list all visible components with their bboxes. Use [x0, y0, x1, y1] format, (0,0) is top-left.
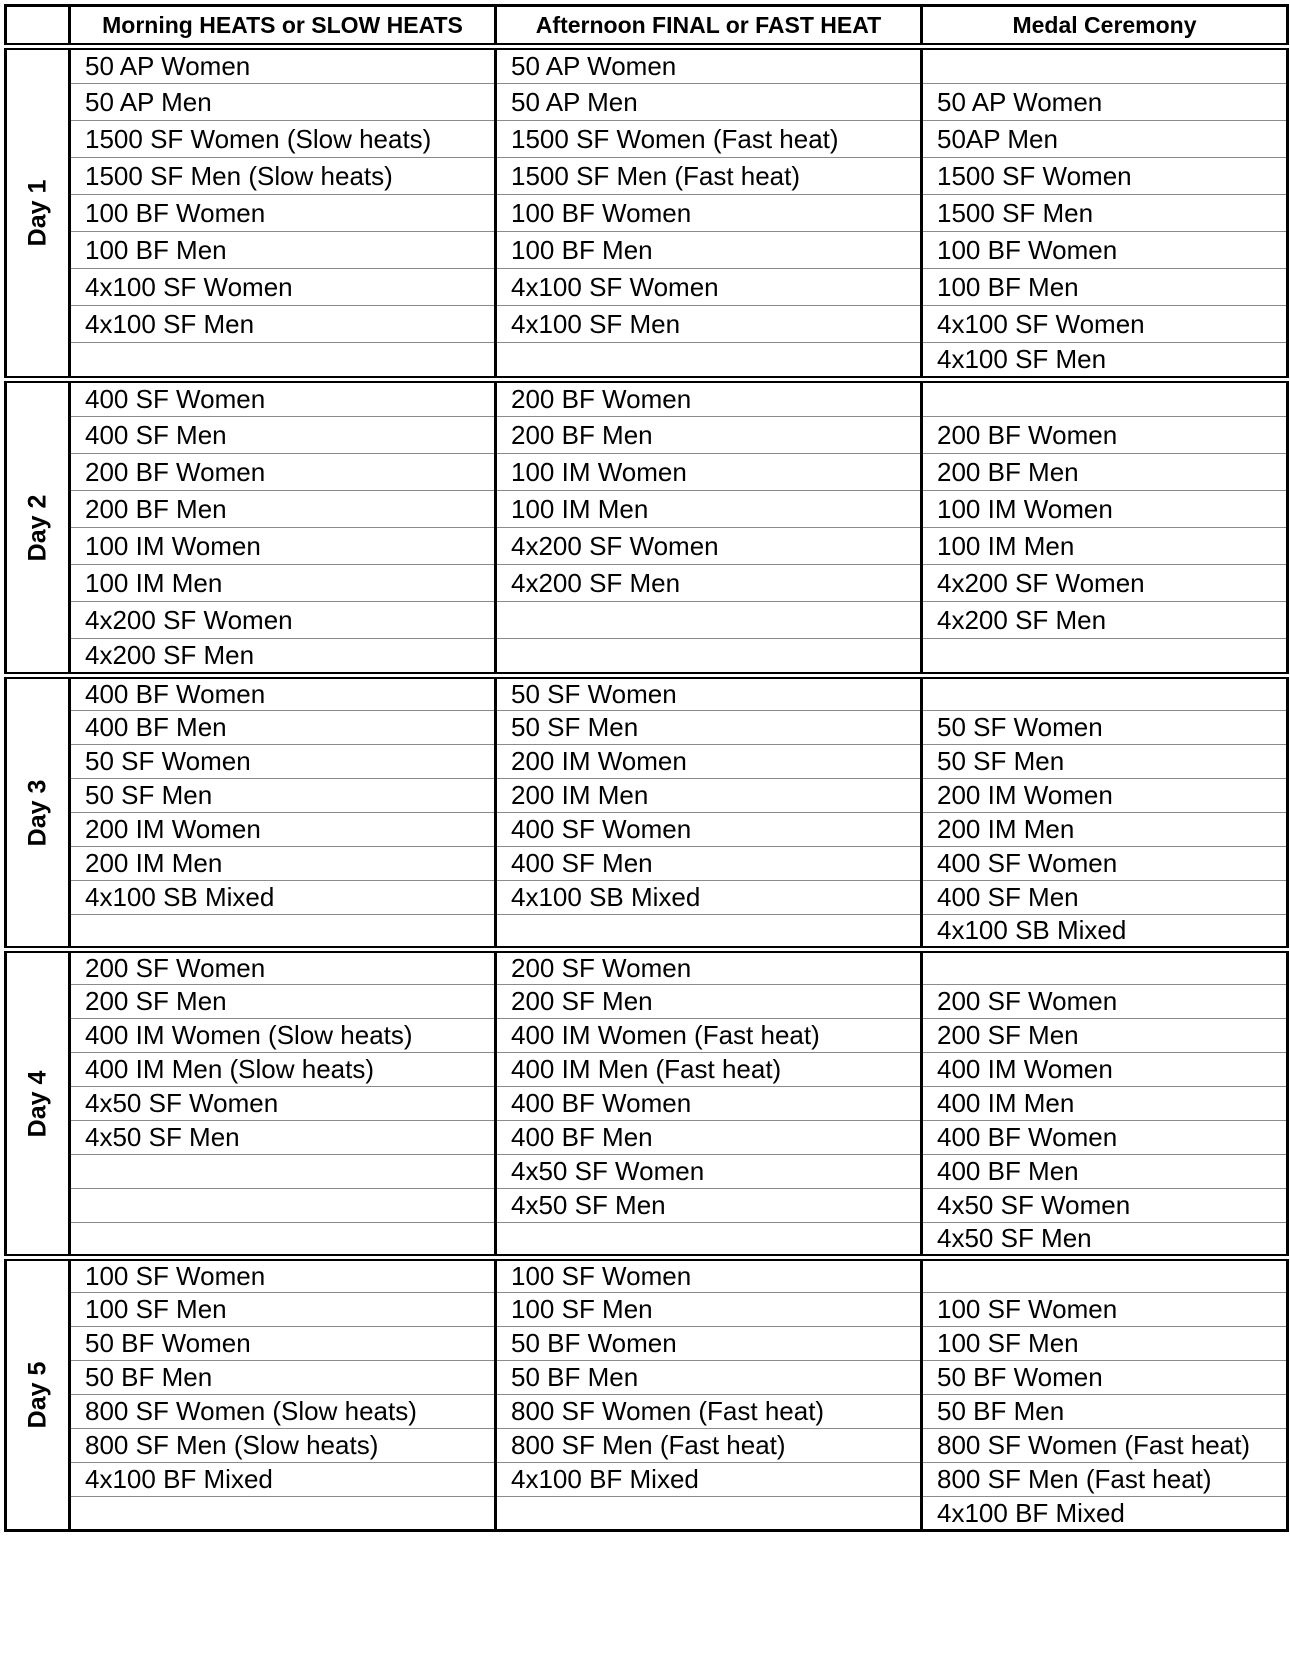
medal-ceremony-event-cell: 100 IM Men: [922, 528, 1288, 565]
medal-ceremony-event-cell: 4x100 BF Mixed: [922, 1497, 1288, 1531]
afternoon-event-cell: 100 SF Men: [496, 1293, 922, 1327]
morning-event-cell: 4x200 SF Women: [70, 602, 496, 639]
afternoon-event-cell: 50 BF Women: [496, 1327, 922, 1361]
medal-ceremony-event-cell: 100 SF Women: [922, 1293, 1288, 1327]
medal-ceremony-event-cell: 200 SF Men: [922, 1019, 1288, 1053]
afternoon-event-cell: 1500 SF Women (Fast heat): [496, 121, 922, 158]
schedule-row: [6, 915, 1288, 950]
morning-event-cell: 200 SF Men: [70, 985, 496, 1019]
afternoon-event-cell: 800 SF Women (Fast heat): [496, 1395, 922, 1429]
morning-event-cell: 4x50 SF Men: [70, 1121, 496, 1155]
morning-event-cell: 1500 SF Men (Slow heats): [70, 158, 496, 195]
header-medal-ceremony: Medal Ceremony: [922, 6, 1288, 47]
morning-event-cell: 400 SF Men: [70, 417, 496, 454]
schedule-table: [4, 4, 1289, 1532]
morning-event-cell: 100 SF Men: [70, 1293, 496, 1327]
medal-ceremony-event-cell: 4x50 SF Women: [922, 1189, 1288, 1223]
schedule-row: [6, 84, 1288, 121]
schedule-row: [6, 1189, 1288, 1223]
schedule-row: [6, 528, 1288, 565]
schedule-row: [6, 1429, 1288, 1463]
schedule-row: [6, 1019, 1288, 1053]
medal-ceremony-event-cell: 200 BF Men: [922, 454, 1288, 491]
schedule-row: [6, 1463, 1288, 1497]
afternoon-event-cell: 200 BF Men: [496, 417, 922, 454]
schedule-row: [6, 454, 1288, 491]
schedule-row: [6, 602, 1288, 639]
schedule-row: [6, 1497, 1288, 1531]
morning-event-cell: 50 BF Women: [70, 1327, 496, 1361]
medal-ceremony-event-cell: 400 IM Men: [922, 1087, 1288, 1121]
afternoon-event-cell: 4x200 SF Women: [496, 528, 922, 565]
afternoon-event-cell: 400 SF Women: [496, 813, 922, 847]
afternoon-event-cell: 50 AP Men: [496, 84, 922, 121]
medal-ceremony-event-cell: 400 SF Men: [922, 881, 1288, 915]
afternoon-event-cell: [496, 639, 922, 676]
medal-ceremony-event-cell: 50 BF Men: [922, 1395, 1288, 1429]
schedule-body: [6, 47, 1288, 1531]
medal-ceremony-event-cell: 50AP Men: [922, 121, 1288, 158]
morning-event-cell: [70, 1497, 496, 1531]
afternoon-event-cell: [496, 1497, 922, 1531]
medal-ceremony-event-cell: [922, 639, 1288, 676]
morning-event-cell: 100 SF Women: [70, 1258, 496, 1293]
day-label-cell: [6, 950, 70, 1258]
afternoon-event-cell: 50 BF Men: [496, 1361, 922, 1395]
morning-event-cell: 100 BF Men: [70, 232, 496, 269]
afternoon-event-cell: 200 IM Women: [496, 745, 922, 779]
day-label: Day 3: [23, 779, 51, 846]
medal-ceremony-event-cell: 4x100 SB Mixed: [922, 915, 1288, 950]
morning-event-cell: 50 AP Women: [70, 47, 496, 84]
afternoon-event-cell: 400 BF Men: [496, 1121, 922, 1155]
morning-event-cell: 4x100 SF Men: [70, 306, 496, 343]
medal-ceremony-event-cell: 200 IM Men: [922, 813, 1288, 847]
afternoon-event-cell: 100 BF Men: [496, 232, 922, 269]
schedule-row: [6, 1223, 1288, 1258]
medal-ceremony-event-cell: 1500 SF Men: [922, 195, 1288, 232]
day-label: Day 1: [23, 179, 51, 247]
afternoon-event-cell: [496, 343, 922, 380]
afternoon-event-cell: 100 IM Men: [496, 491, 922, 528]
morning-event-cell: 400 BF Men: [70, 711, 496, 745]
schedule-row: [6, 1361, 1288, 1395]
medal-ceremony-event-cell: 4x200 SF Men: [922, 602, 1288, 639]
day-label: Day 4: [23, 1070, 51, 1137]
morning-event-cell: 4x100 SF Women: [70, 269, 496, 306]
header-corner: [6, 6, 70, 47]
morning-event-cell: 100 IM Men: [70, 565, 496, 602]
afternoon-event-cell: 400 SF Men: [496, 847, 922, 881]
schedule-row: [6, 1155, 1288, 1189]
schedule-row: [6, 881, 1288, 915]
afternoon-event-cell: 4x200 SF Men: [496, 565, 922, 602]
afternoon-event-cell: 200 SF Men: [496, 985, 922, 1019]
afternoon-event-cell: 4x100 SB Mixed: [496, 881, 922, 915]
schedule-row: [6, 158, 1288, 195]
medal-ceremony-event-cell: [922, 380, 1288, 417]
schedule-row: [6, 417, 1288, 454]
afternoon-event-cell: 100 SF Women: [496, 1258, 922, 1293]
afternoon-event-cell: [496, 1223, 922, 1258]
afternoon-event-cell: 4x100 SF Men: [496, 306, 922, 343]
schedule-row: [6, 1327, 1288, 1361]
schedule-row: [6, 195, 1288, 232]
medal-ceremony-event-cell: 4x100 SF Women: [922, 306, 1288, 343]
day-label-cell: [6, 1258, 70, 1531]
day-label: Day 2: [23, 494, 51, 561]
schedule-header: [6, 6, 1288, 47]
day-label-cell: [6, 47, 70, 380]
medal-ceremony-event-cell: 200 IM Women: [922, 779, 1288, 813]
morning-event-cell: 200 IM Men: [70, 847, 496, 881]
medal-ceremony-event-cell: 50 BF Women: [922, 1361, 1288, 1395]
schedule-row: [6, 985, 1288, 1019]
schedule-row: [6, 1258, 1288, 1293]
morning-event-cell: [70, 1223, 496, 1258]
morning-event-cell: 50 SF Men: [70, 779, 496, 813]
schedule-row: [6, 639, 1288, 676]
medal-ceremony-event-cell: [922, 950, 1288, 985]
morning-event-cell: 400 IM Women (Slow heats): [70, 1019, 496, 1053]
afternoon-event-cell: 100 IM Women: [496, 454, 922, 491]
morning-event-cell: 50 SF Women: [70, 745, 496, 779]
schedule-row: [6, 1087, 1288, 1121]
medal-ceremony-event-cell: 4x200 SF Women: [922, 565, 1288, 602]
schedule-row: [6, 676, 1288, 711]
schedule-row: [6, 711, 1288, 745]
morning-event-cell: 4x200 SF Men: [70, 639, 496, 676]
schedule-row: [6, 269, 1288, 306]
medal-ceremony-event-cell: 200 BF Women: [922, 417, 1288, 454]
medal-ceremony-event-cell: [922, 47, 1288, 84]
morning-event-cell: 800 SF Women (Slow heats): [70, 1395, 496, 1429]
schedule-row: [6, 121, 1288, 158]
medal-ceremony-event-cell: 100 BF Men: [922, 269, 1288, 306]
morning-event-cell: 200 SF Women: [70, 950, 496, 985]
morning-event-cell: 800 SF Men (Slow heats): [70, 1429, 496, 1463]
afternoon-event-cell: 200 SF Women: [496, 950, 922, 985]
medal-ceremony-event-cell: 50 SF Women: [922, 711, 1288, 745]
medal-ceremony-event-cell: 1500 SF Women: [922, 158, 1288, 195]
afternoon-event-cell: 4x100 BF Mixed: [496, 1463, 922, 1497]
header-morning: Morning HEATS or SLOW HEATS: [70, 6, 496, 47]
morning-event-cell: 50 BF Men: [70, 1361, 496, 1395]
morning-event-cell: 400 BF Women: [70, 676, 496, 711]
schedule-row: [6, 47, 1288, 84]
morning-event-cell: 4x100 SB Mixed: [70, 881, 496, 915]
morning-event-cell: [70, 915, 496, 950]
day-label-cell: [6, 380, 70, 676]
morning-event-cell: 4x50 SF Women: [70, 1087, 496, 1121]
schedule-row: [6, 343, 1288, 380]
morning-event-cell: [70, 1155, 496, 1189]
afternoon-event-cell: 100 BF Women: [496, 195, 922, 232]
afternoon-event-cell: [496, 602, 922, 639]
morning-event-cell: 200 BF Men: [70, 491, 496, 528]
medal-ceremony-event-cell: 400 BF Women: [922, 1121, 1288, 1155]
afternoon-event-cell: 400 IM Women (Fast heat): [496, 1019, 922, 1053]
schedule-row: [6, 950, 1288, 985]
afternoon-event-cell: 50 AP Women: [496, 47, 922, 84]
medal-ceremony-event-cell: 400 IM Women: [922, 1053, 1288, 1087]
medal-ceremony-event-cell: [922, 1258, 1288, 1293]
afternoon-event-cell: 50 SF Women: [496, 676, 922, 711]
medal-ceremony-event-cell: 100 IM Women: [922, 491, 1288, 528]
schedule-row: [6, 1293, 1288, 1327]
schedule-row: [6, 1121, 1288, 1155]
afternoon-event-cell: 200 BF Women: [496, 380, 922, 417]
morning-event-cell: 100 BF Women: [70, 195, 496, 232]
schedule-row: [6, 847, 1288, 881]
schedule-row: [6, 813, 1288, 847]
header-row: [6, 6, 1288, 47]
morning-event-cell: 1500 SF Women (Slow heats): [70, 121, 496, 158]
medal-ceremony-event-cell: 100 BF Women: [922, 232, 1288, 269]
medal-ceremony-event-cell: 400 SF Women: [922, 847, 1288, 881]
morning-event-cell: 400 IM Men (Slow heats): [70, 1053, 496, 1087]
medal-ceremony-event-cell: 4x100 SF Men: [922, 343, 1288, 380]
morning-event-cell: 100 IM Women: [70, 528, 496, 565]
schedule-row: [6, 1395, 1288, 1429]
medal-ceremony-event-cell: 200 SF Women: [922, 985, 1288, 1019]
afternoon-event-cell: 50 SF Men: [496, 711, 922, 745]
morning-event-cell: 4x100 BF Mixed: [70, 1463, 496, 1497]
morning-event-cell: 200 IM Women: [70, 813, 496, 847]
medal-ceremony-event-cell: 400 BF Men: [922, 1155, 1288, 1189]
medal-ceremony-event-cell: 50 AP Women: [922, 84, 1288, 121]
afternoon-event-cell: 4x50 SF Women: [496, 1155, 922, 1189]
afternoon-event-cell: 4x50 SF Men: [496, 1189, 922, 1223]
schedule-row: [6, 1053, 1288, 1087]
schedule-row: [6, 565, 1288, 602]
morning-event-cell: 50 AP Men: [70, 84, 496, 121]
schedule-row: [6, 779, 1288, 813]
medal-ceremony-event-cell: 50 SF Men: [922, 745, 1288, 779]
medal-ceremony-event-cell: 800 SF Women (Fast heat): [922, 1429, 1288, 1463]
schedule-row: [6, 491, 1288, 528]
medal-ceremony-event-cell: 4x50 SF Men: [922, 1223, 1288, 1258]
afternoon-event-cell: 200 IM Men: [496, 779, 922, 813]
morning-event-cell: [70, 1189, 496, 1223]
medal-ceremony-event-cell: 100 SF Men: [922, 1327, 1288, 1361]
afternoon-event-cell: 4x100 SF Women: [496, 269, 922, 306]
morning-event-cell: [70, 343, 496, 380]
medal-ceremony-event-cell: 800 SF Men (Fast heat): [922, 1463, 1288, 1497]
day-label: Day 5: [23, 1361, 51, 1429]
morning-event-cell: 400 SF Women: [70, 380, 496, 417]
morning-event-cell: 200 BF Women: [70, 454, 496, 491]
afternoon-event-cell: [496, 915, 922, 950]
header-afternoon: Afternoon FINAL or FAST HEAT: [496, 6, 922, 47]
afternoon-event-cell: 400 BF Women: [496, 1087, 922, 1121]
afternoon-event-cell: 800 SF Men (Fast heat): [496, 1429, 922, 1463]
schedule-row: [6, 232, 1288, 269]
afternoon-event-cell: 1500 SF Men (Fast heat): [496, 158, 922, 195]
schedule-row: [6, 745, 1288, 779]
schedule-row: [6, 306, 1288, 343]
schedule-row: [6, 380, 1288, 417]
afternoon-event-cell: 400 IM Men (Fast heat): [496, 1053, 922, 1087]
medal-ceremony-event-cell: [922, 676, 1288, 711]
day-label-cell: [6, 676, 70, 950]
